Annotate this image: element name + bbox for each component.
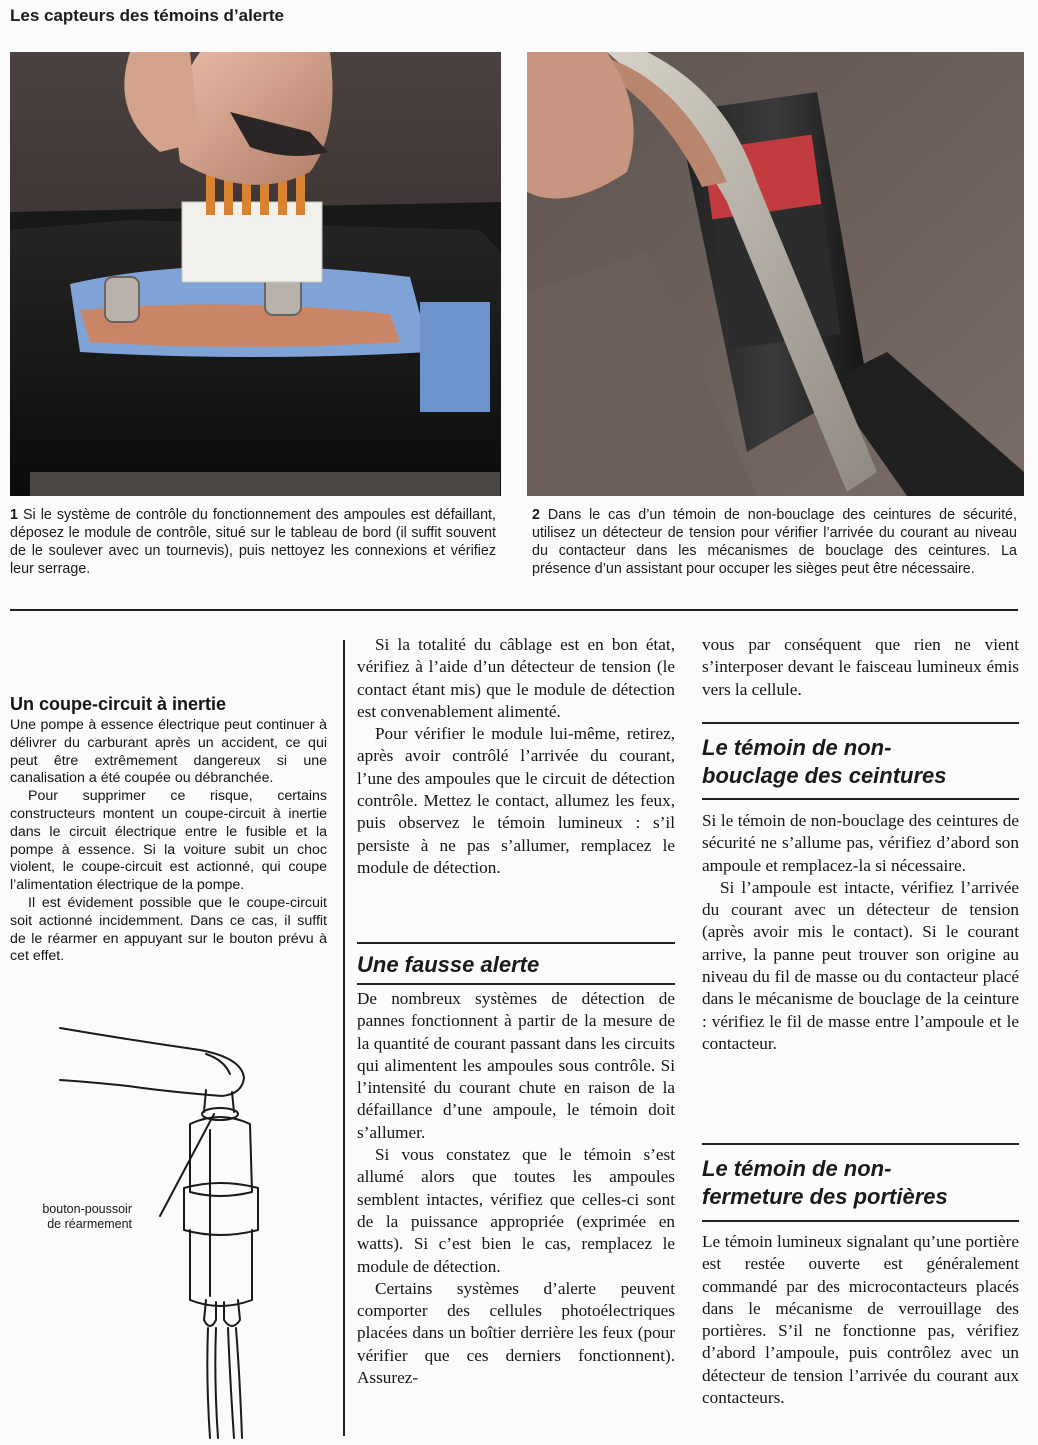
heading-seatbelt-line-1: Le témoin de non-: [702, 735, 892, 760]
photo2-caption: [532, 506, 1017, 578]
ceintures-rule-bottom: [702, 798, 1019, 800]
photo2-caption-text: Dans le cas d’un témoin de non-bouclage des ceintures de sécurité, utilisez un détecteur de tension pour vérifier l’arrivée du courant au niveau du contacteur dans les mécanismes de bouclage des ceintures. La présence d’un assistant pour occuper les sièges peut être nécessaire.: [532, 507, 1017, 577]
heading-door-warning: [702, 1155, 1019, 1211]
inertia-paragraph-2: Pour supprimer ce risque, certains constructeurs montent un coupe-circuit à inertie dans le circuit électrique entre le fusible et la pompe à essence. Si la voiture subit un choc violent, le coupe-circuit est actionné, qui coupe l’alimentation électrique de la pompe.: [10, 788, 327, 894]
false-alarm-paragraph-2: Si vous constatez que le témoin s’est allumé alors que toutes les ampoules semblent intactes, vérifiez que celles-ci sont de la puissance appropriée (exprimée en watts). Si c’est bien le cas, remplacez le module de détection.: [357, 1145, 675, 1276]
portieres-rule-top: [702, 1143, 1019, 1145]
illustration-callout: [10, 1202, 132, 1232]
heading-seatbelt-warning: [702, 734, 1019, 790]
column-3-continuation: [702, 634, 1019, 701]
inertia-paragraph-1: Une pompe à essence électrique peut continuer à délivrer du carburant après un accident, ce qui peut être extrêmement dangereux si une canalisation a été coupée ou débranchée.: [10, 717, 327, 787]
fausse-alerte-rule-top: [357, 942, 675, 944]
photo-seatbelt-buckle-image: [527, 52, 1024, 496]
photo-bulb-module-image: [10, 52, 501, 496]
seatbelt-paragraph-2: Si l’ampoule est intacte, vérifiez l’arrivée du courant avec un détecteur de tension (après avoir mis le contact). Si le courant arrive, la panne peut trouver son origine au niveau du fil de masse ou du contacteur placé dans le mécanisme de bouclage de la ceinture : vérifiez le fil de masse entre l’ampoule et le contacteur.: [702, 877, 1019, 1053]
photo-seatbelt-buckle: [527, 52, 1024, 496]
photo1-number: 1: [10, 507, 18, 523]
column-2-intro: [357, 634, 675, 879]
seatbelt-text: [702, 810, 1019, 1055]
col2-paragraph-2: Pour vérifier le module lui-même, retirez, après avoir contrôlé l’arrivée du courant, l’une des ampoules que le circuit de détection contrôle. Mettez le contact, allumez les feux, puis observez le témoin lumineux : s’il persiste à ne pas s’allumer, remplacez le module de détection.: [357, 724, 675, 877]
heading-inertia-switch: Un coupe-circuit à inertie: [10, 694, 227, 714]
photo-bulb-module: [10, 52, 501, 496]
seatbelt-paragraph-1: Si le témoin de non-bouclage des ceintures de sécurité ne s’allume pas, vérifiez d’abord son ampoule et remplacez-la si nécessaire.: [702, 811, 1019, 875]
photo1-caption: [10, 506, 496, 578]
heading-seatbelt-line-2: bouclage des ceintures: [702, 763, 947, 788]
photo1-caption-text: Si le système de contrôle du fonctionnement des ampoules est défaillant, déposez le module de contrôle, situé sur le tableau de bord (il suffit souvent de le soulever avec un tournevis), puis nettoyez les connexions et vérifiez leur serrage.: [10, 507, 496, 577]
false-alarm-paragraph-3: Certains systèmes d’alerte peuvent comporter des cellules photoélectriques placées dans un boîtier derrière les feux (pour vérifier que ces derniers fonctionnent). Assurez-: [357, 1278, 675, 1388]
photo2-number: 2: [532, 507, 540, 523]
col3-continuation-text: vous par conséquent que rien ne vient s’interposer devant le faisceau lumineux émis vers la cellule.: [702, 635, 1019, 699]
callout-line-1: bouton-poussoir: [42, 1202, 132, 1216]
inertia-switch-text: [10, 717, 327, 966]
heading-false-alarm: Une fausse alerte: [357, 952, 540, 977]
col2-paragraph-1: Si la totalité du câblage est en bon état, vérifiez à l’aide d’un détecteur de tension (le contact étant mis) que le module de détection est convenablement alimenté.: [357, 635, 675, 721]
inertia-paragraph-3: Il est évidement possible que le coupe-circuit soit actionné incidemment. Dans ce cas, il suffit de le réarmer en appuyant sur le bouton prévu à cet effet.: [10, 894, 327, 965]
page-title: Les capteurs des témoins d’alerte: [10, 6, 284, 25]
portieres-rule-bottom: [702, 1220, 1019, 1222]
section-divider: [10, 609, 1018, 611]
heading-door-line-2: fermeture des portières: [702, 1184, 948, 1209]
false-alarm-text: [357, 988, 675, 1389]
false-alarm-paragraph-1: De nombreux systèmes de détection de pannes fonctionnent à partir de la mesure de la quantité de courant passant dans les circuits qui alimentent les ampoules sous contrôle. Si l’intensité du courant chute en raison de la défaillance d’une ampoule, le témoin doit s’allumer.: [357, 989, 675, 1142]
callout-line-2: de réarmement: [47, 1217, 132, 1231]
heading-door-line-1: Le témoin de non-: [702, 1156, 892, 1181]
fausse-alerte-rule-bottom: [357, 983, 675, 985]
column-divider: [343, 640, 345, 1436]
ceintures-rule-top: [702, 722, 1019, 724]
section-inertia-switch: [10, 694, 327, 966]
door-paragraph-1: Le témoin lumineux signalant qu’une portière est restée ouverte est généralement commandé par des microcontacteurs placés dans le mécanisme de verrouillage des portières. S’il ne fonctionne pas, vérifiez d’abord l’ampoule, puis contrôlez avec un détecteur de tension l’arrivée du courant aux contacteurs.: [702, 1232, 1019, 1408]
door-text: [702, 1231, 1019, 1409]
